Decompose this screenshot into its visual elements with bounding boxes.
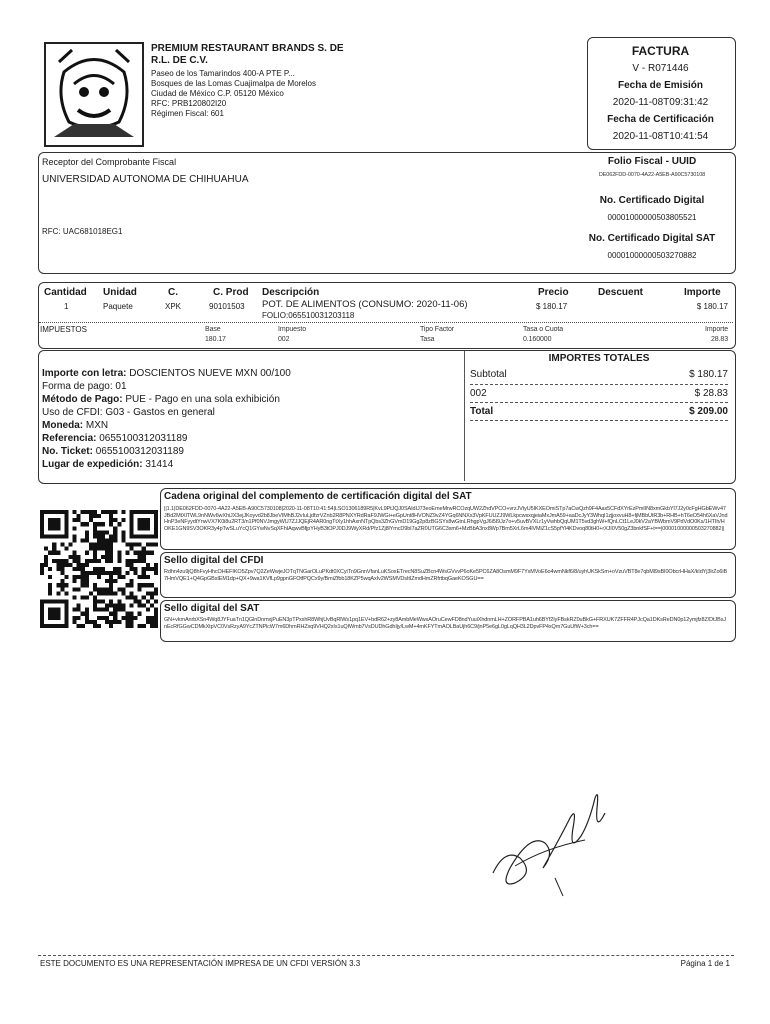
forma-pago-value: 01 — [115, 381, 127, 392]
total-label: Total — [470, 406, 494, 417]
subtotal-label: Subtotal — [470, 369, 507, 380]
imp-tasa-value: 0.160000 — [523, 336, 552, 343]
ticket-label: No. Ticket: — [42, 446, 93, 457]
row-precio: $ 180.17 — [536, 302, 568, 311]
row-prod: 90101503 — [209, 302, 245, 311]
metodo-pago-label: Método de Pago: — [42, 394, 123, 405]
row-desc-1: POT. DE ALIMENTOS (CONSUMO: 2020-11-06) — [262, 299, 468, 310]
imp-tasa-label: Tasa o Cuota — [523, 326, 564, 333]
uuid-label: Folio Fiscal - UUID — [607, 156, 697, 167]
imp-base-label: Base — [205, 326, 221, 333]
footer-disclaimer: ESTE DOCUMENTO ES UNA REPRESENTACIÓN IMPRESA DE UN CFDI VERSIÓN 3.3 — [40, 959, 361, 968]
receptor-label: Receptor del Comprobante Fiscal — [42, 157, 177, 167]
row-cantidad: 1 — [64, 302, 69, 311]
cadena-title: Cadena original del complemento de certificación digital del SAT — [164, 491, 472, 502]
imp-tipo-value: Tasa — [420, 336, 435, 343]
forma-pago — [42, 381, 127, 393]
col-cantidad: Cantidad — [44, 287, 87, 298]
ticket — [42, 446, 184, 458]
sello-sat-title: Sello digital del SAT — [164, 603, 260, 614]
iva-value: $ 28.83 — [694, 388, 728, 399]
totals-title: IMPORTES TOTALES — [548, 353, 650, 364]
cert-sat-value: 00001000000503270882 — [607, 251, 697, 260]
imp-base-value: 180.17 — [205, 336, 226, 343]
lugar-expedicion — [42, 459, 173, 471]
uso-cfdi-value: G03 - Gastos en general — [105, 407, 215, 418]
importe-letra — [42, 368, 291, 380]
row-c: XPK — [165, 302, 182, 311]
imp-impuesto-label: Impuesto — [278, 326, 306, 333]
moneda-label: Moneda: — [42, 420, 84, 431]
metodo-pago-value: PUE - Pago en una sola exhibición — [125, 394, 280, 405]
referencia-value: 0655100312031189 — [99, 433, 188, 444]
handwritten-signature — [485, 778, 615, 898]
imp-tipo-label: Tipo Factor — [420, 326, 455, 333]
cert-date-value: 2020-11-08T10:41:54 — [612, 131, 709, 142]
uso-cfdi — [42, 407, 215, 419]
moneda — [42, 420, 108, 432]
uso-cfdi-label: Uso de CFDI: — [42, 407, 103, 418]
receptor-name: UNIVERSIDAD AUTONOMA DE CHIHUAHUA — [42, 174, 249, 185]
importe-letra-label: Importe con letra: — [42, 368, 127, 379]
qr-code — [40, 510, 158, 628]
cert-digital-label: No. Certificado Digital — [599, 195, 705, 206]
col-c: C. — [168, 287, 178, 298]
total-value: $ 209.00 — [689, 406, 728, 417]
referencia — [42, 433, 188, 445]
cert-date-label: Fecha de Certificación — [607, 114, 714, 125]
issuer-regimen: Régimen Fiscal: 601 — [151, 109, 224, 118]
importe-letra-value: DOSCIENTOS NUEVE MXN 00/100 — [129, 368, 291, 379]
emision-value: 2020-11-08T09:31:42 — [612, 97, 709, 108]
imp-importe-label: Importe — [704, 326, 728, 333]
issuer-name-2: R.L. DE C.V. — [151, 55, 208, 66]
uuid-value: DE062FDD-0070-4A22-A5EB-A90C5730108 — [598, 172, 706, 178]
issuer-address-1: Paseo de los Tamarindos 400-A PTE P... — [151, 69, 295, 78]
row-desc-2: FOLIO:065510031203118 — [262, 311, 355, 320]
footer-page: Página 1 de 1 — [680, 959, 730, 968]
subtotal-value: $ 180.17 — [689, 369, 728, 380]
issuer-rfc: RFC: PRB120802I20 — [151, 99, 227, 108]
col-prod: C. Prod — [213, 287, 249, 298]
sello-cfdi-title: Sello digital del CFDI — [164, 555, 264, 566]
sello-cfdi-text: Rdhn4zu9jQ8hFvyHhcOHEFIKO5Zpv7Q2ZeWwjeJOTqTNGarOLuPKdt0XCyiTn9GnnVfanLuKSoxETrecN8SuZBcn4WsGVvvP6oKe5PC6ZA8OsmM9F7YxMVoE6o4wmNkf6/8/uyhUKSkSm+oVzuVBT8e7qbMl9sBI0ObcrHHaX/kIdYj3lrZo6iB7HmVQE1+Q4GpGBsIEM1dp+QX+9wa1KVfLp9gpnGFOtfPQCx9y/BmiZfbb18KZP5wqAxIv2WSMVDsItIZmdHmZRfrtbqGaeKOSGU== — [164, 569, 728, 582]
row-unidad: Paquete — [103, 302, 133, 311]
col-descripcion: Descripción — [262, 287, 320, 298]
iva-label: 002 — [470, 388, 487, 399]
forma-pago-label: Forma de pago: — [42, 381, 113, 392]
col-unidad: Unidad — [103, 287, 137, 298]
cert-digital-value: 00001000000503805521 — [607, 213, 697, 222]
col-importe: Importe — [684, 287, 721, 298]
cadena-text: ||1.1|DE062FDD-0070-4A22-A5EB-A90C5730108|2020-11-08T10:41:54|LSO1306189R5|KvL9PtJQJ0SAIdIJ73eoEmeMrwRCOzqUW2ZhdVPCO+vrzJVtyU5IKXEOmiSTp7aCwQzh9F4Aax5CFdXYrEzPmIIN8xmGkbYl7J2y0cFgHGbEWv47JBd2MtXlTWL9nNWv6wXhiJX3ejJKoyvd2b8JbeVIMhBJ2vIuLjdfzrVZnb2R8PNXYRdRaF9JWGi+eGpUnt8HVONZ9vZ4YGq6NNXx3VpKFUUZJ9WLkpcwsxqjeiaMxJmA59+aaDcJyY3WhqI1zjjoxvuH8+fjMBbUtR3b+RHB+hT6eO54h6XaVJndHnP3eNFyydtYnwVX7K0i8u2RT3/n1Pf0NVJmgyWU7ZJJQEjR4AR0ngTtXy1hhAxnNTpQbs3ZhGVmD19Gg2p8zBGSYx8wGtnLRhgpVgJ6i5I9Jz7o+v5uvBVXLr1yVwhbQqUM1T5vd3ghW+fQnLCt1LeJ0kV2aYBWbmV9PdVdO0Ks/1HTIh/HOKE1GN9SV3OKR3y4pTwSLuYcQ1GYwNvSqXFhIAqwvBfjpYHyB3tOPJ0DJ9WyXRd/Pfz1Zj8lYmcD9bI7aZR0UTG6C3sm6+MzBbA3nx8Wp7Bm5XrL6m4lVMiZ1cS5pfYl4KDvoq80tH0+rXJI0V50gZ3bnkfSF+t==|00001000000503270882|| — [164, 506, 728, 532]
invoice-title: FACTURA — [631, 44, 690, 58]
company-logo — [44, 42, 144, 147]
emision-label: Fecha de Emisión — [617, 80, 704, 91]
impuestos-label: IMPUESTOS — [40, 325, 87, 334]
issuer-name-1: PREMIUM RESTAURANT BRANDS S. DE — [151, 43, 344, 54]
lugar-label: Lugar de expedición: — [42, 459, 143, 470]
ticket-value: 0655100312031189 — [95, 446, 184, 457]
metodo-pago — [42, 394, 280, 406]
invoice-number: V - R071446 — [632, 63, 689, 74]
issuer-address-3: Ciudad de México C.P. 05120 México — [151, 89, 284, 98]
imp-importe-value: 28.83 — [710, 336, 728, 343]
col-descuento: Descuent — [598, 287, 644, 298]
sello-sat-text: GN+vkmAnrbXSn4Wq8JYFuaTn1QGlnDnmxjPuEN3pTPxxhR8WhjUvBqRlWs1pq1EV+bdR62+zy8AmbMeWwxAOruCewFD8ndYuuiXhdnmLH+ZORFPBA1uh6BYf2IyFBskRZ0uBkG+FRXUK7ZFFR4PJcQa1DKsReDN0p12ymjfz8Z/DtJBsJnEcRfGGwCDMkXtpVC0VsRzyA9YcZTNPlcW7m6DhmRHZxq9VHQ2xIs1uQIWmb7VsDUDhGdhIjy/LwM+4mKFYTmAOLBaUjh6C9/jnP5e6gL0gLqQH3L2DpvFP4xQm7GuUfW+3ch== — [164, 617, 726, 630]
imp-impuesto-value: 002 — [278, 336, 290, 343]
moneda-value: MXN — [85, 420, 109, 431]
receptor-rfc: RFC: UAC681018EG1 — [42, 227, 123, 236]
issuer-address-2: Bosques de las Lomas Cuajimalpa de Morelos — [151, 79, 316, 88]
row-importe: $ 180.17 — [696, 302, 728, 311]
col-precio: Precio — [538, 287, 569, 298]
cert-sat-label: No. Certificado Digital SAT — [588, 233, 716, 244]
lugar-value: 31414 — [145, 459, 174, 470]
referencia-label: Referencia: — [42, 433, 97, 444]
